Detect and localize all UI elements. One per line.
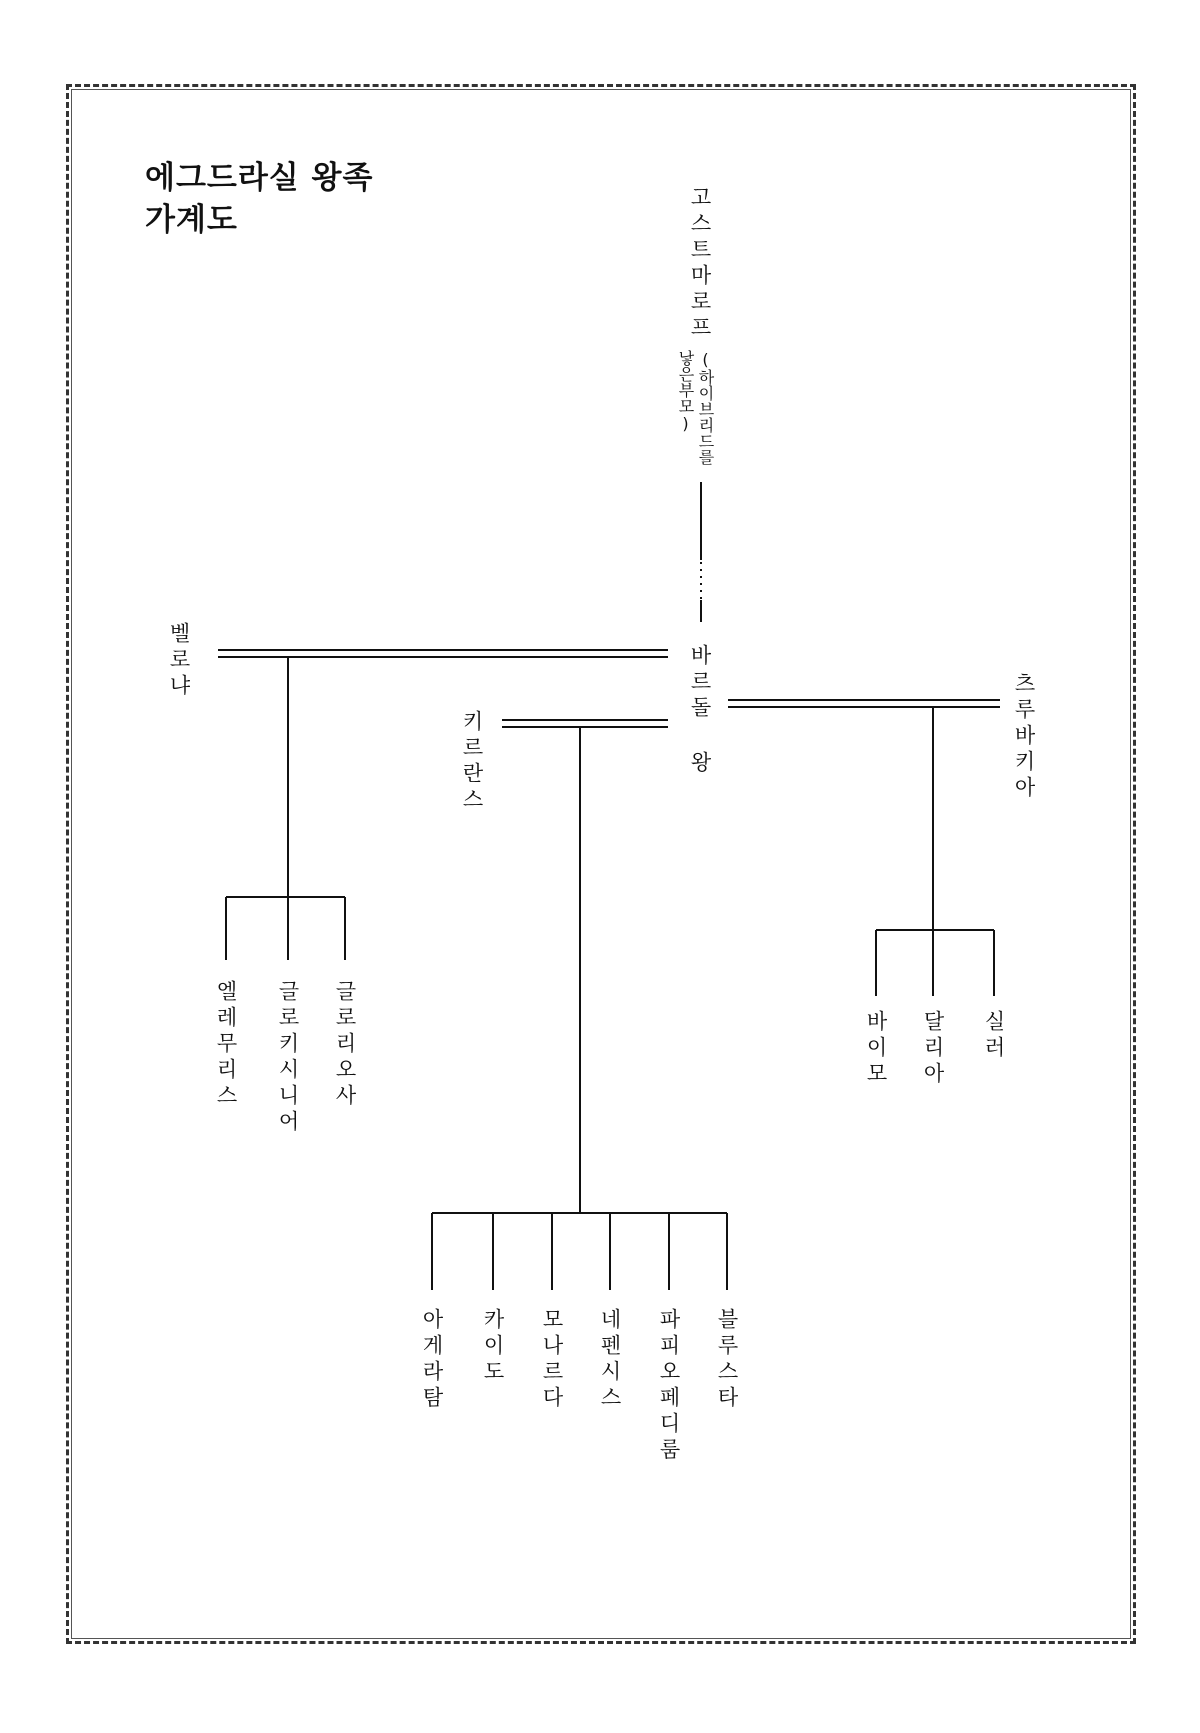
ancestor-note: (하이브리드를낳은부모) (676, 350, 715, 465)
child-middle-4: 네펜시스 (598, 1308, 622, 1412)
child-left-1: 엘레무리스 (214, 980, 238, 1110)
spouse-right-name: 츠루바키아 (1012, 672, 1036, 802)
child-middle-3: 모나르다 (540, 1308, 564, 1412)
spouse-left-name: 벨로냐 (167, 622, 191, 700)
diagram-title-line2: 가계도 (145, 202, 238, 238)
child-middle-2: 카이도 (481, 1308, 505, 1386)
king-name: 바르돌 왕 (688, 644, 712, 777)
ancestor-name: 고스트마로프 (688, 186, 712, 342)
child-right-3: 실러 (982, 1010, 1006, 1062)
spouse-middle-name: 키르란스 (460, 710, 484, 814)
child-left-2: 글로키시니어 (276, 980, 300, 1136)
child-right-1: 바이모 (864, 1010, 888, 1088)
child-left-3: 글로리오사 (333, 980, 357, 1110)
child-right-2: 달리아 (921, 1010, 945, 1088)
diagram-title-line1: 에그드라실 왕족 (145, 160, 374, 196)
child-middle-6: 블루스타 (715, 1308, 739, 1412)
child-middle-5: 파피오페디룸 (657, 1308, 681, 1464)
child-middle-1: 아게라탐 (420, 1308, 444, 1412)
